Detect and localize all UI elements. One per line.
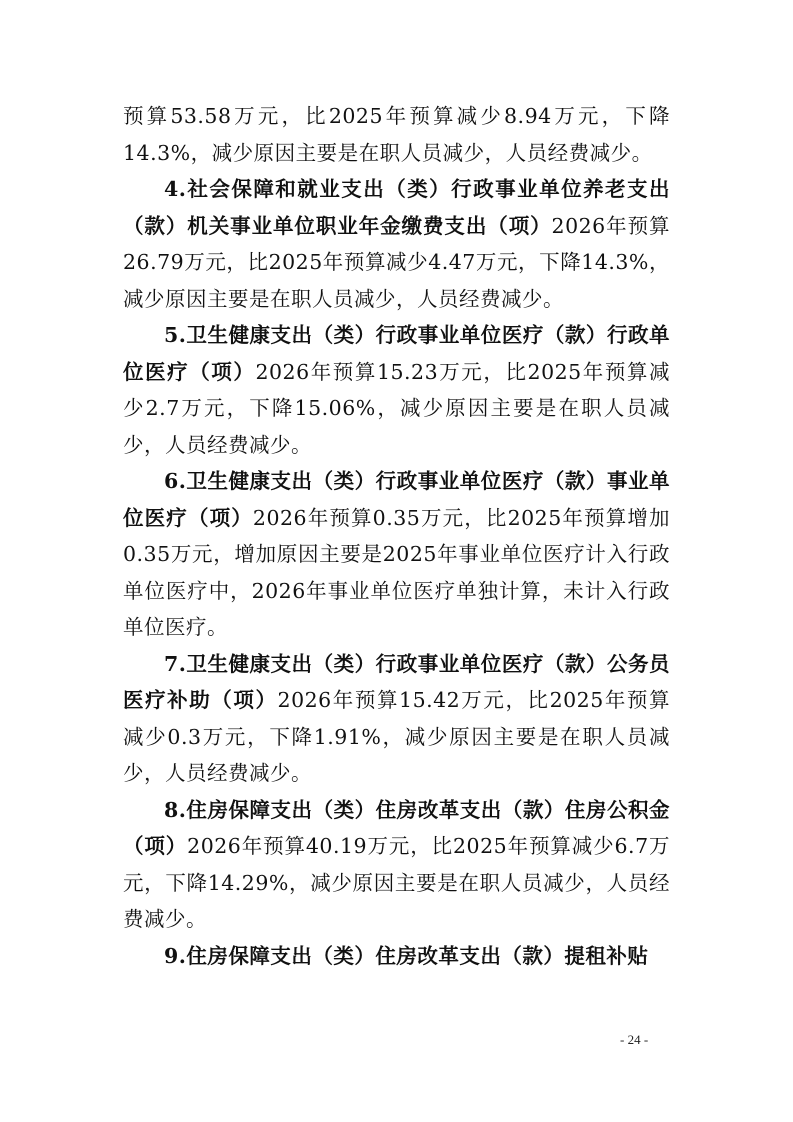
paragraph-body: 2026年预算0.35万元，比2025年预算增加0.35万元，增加原因主要是2025年事业单位医疗计入行政单位医疗中，2026年事业单位医疗单独计算，未计入行政单位医疗。 (123, 505, 670, 639)
paragraph-body: 2026年预算40.19万元，比2025年预算减少6.7万元，下降14.29%，减少原因主要是在职人员减少，人员经费减少。 (123, 834, 670, 931)
paragraph-continuation (123, 98, 670, 171)
paragraph-heading: 5.卫生健康支出（类）行政事业单位医疗（款）行政单位医疗（项） (123, 323, 670, 384)
document-page (123, 98, 670, 974)
paragraph-heading: 8.住房保障支出（类）住房改革支出（款）住房公积金（项） (123, 797, 670, 858)
paragraph-heading: 6.卫生健康支出（类）行政事业单位医疗（款）事业单位医疗（项） (123, 469, 670, 530)
paragraph-body: 2026年预算15.23万元，比2025年预算减少2.7万元，下降15.06%，减少原因主要是在职人员减少，人员经费减少。 (123, 359, 671, 457)
paragraph-item-6 (123, 463, 670, 646)
page-number: - 24 - (620, 1032, 649, 1047)
paragraph-body: 2026年预算26.79万元，比2025年预算减少4.47万元，下降14.3%，减少原因主要是在职人员减少，人员经费减少。 (123, 213, 670, 311)
paragraph-item-8 (123, 792, 670, 938)
paragraph-item-4 (123, 171, 670, 317)
paragraph-item-7 (123, 646, 670, 792)
paragraph-body: 预算53.58万元，比2025年预算减少8.94万元，下降14.3%，减少原因主要是在职人员减少，人员经费减少。 (123, 104, 670, 165)
paragraph-heading: 7.卫生健康支出（类）行政事业单位医疗（款）公务员医疗补助（项） (123, 651, 670, 712)
paragraph-heading: 9.住房保障支出（类）住房改革支出（款）提租补贴 (164, 943, 649, 968)
paragraph-body: 2026年预算15.42万元，比2025年预算减少0.3万元，下降1.91%，减少原因主要是在职人员减少，人员经费减少。 (123, 688, 671, 785)
paragraph-item-9 (123, 938, 670, 975)
paragraph-item-5 (123, 317, 670, 463)
paragraph-heading: 4.社会保障和就业支出（类）行政事业单位养老支出（款）机关事业单位职业年金缴费支出（项） (123, 177, 670, 238)
